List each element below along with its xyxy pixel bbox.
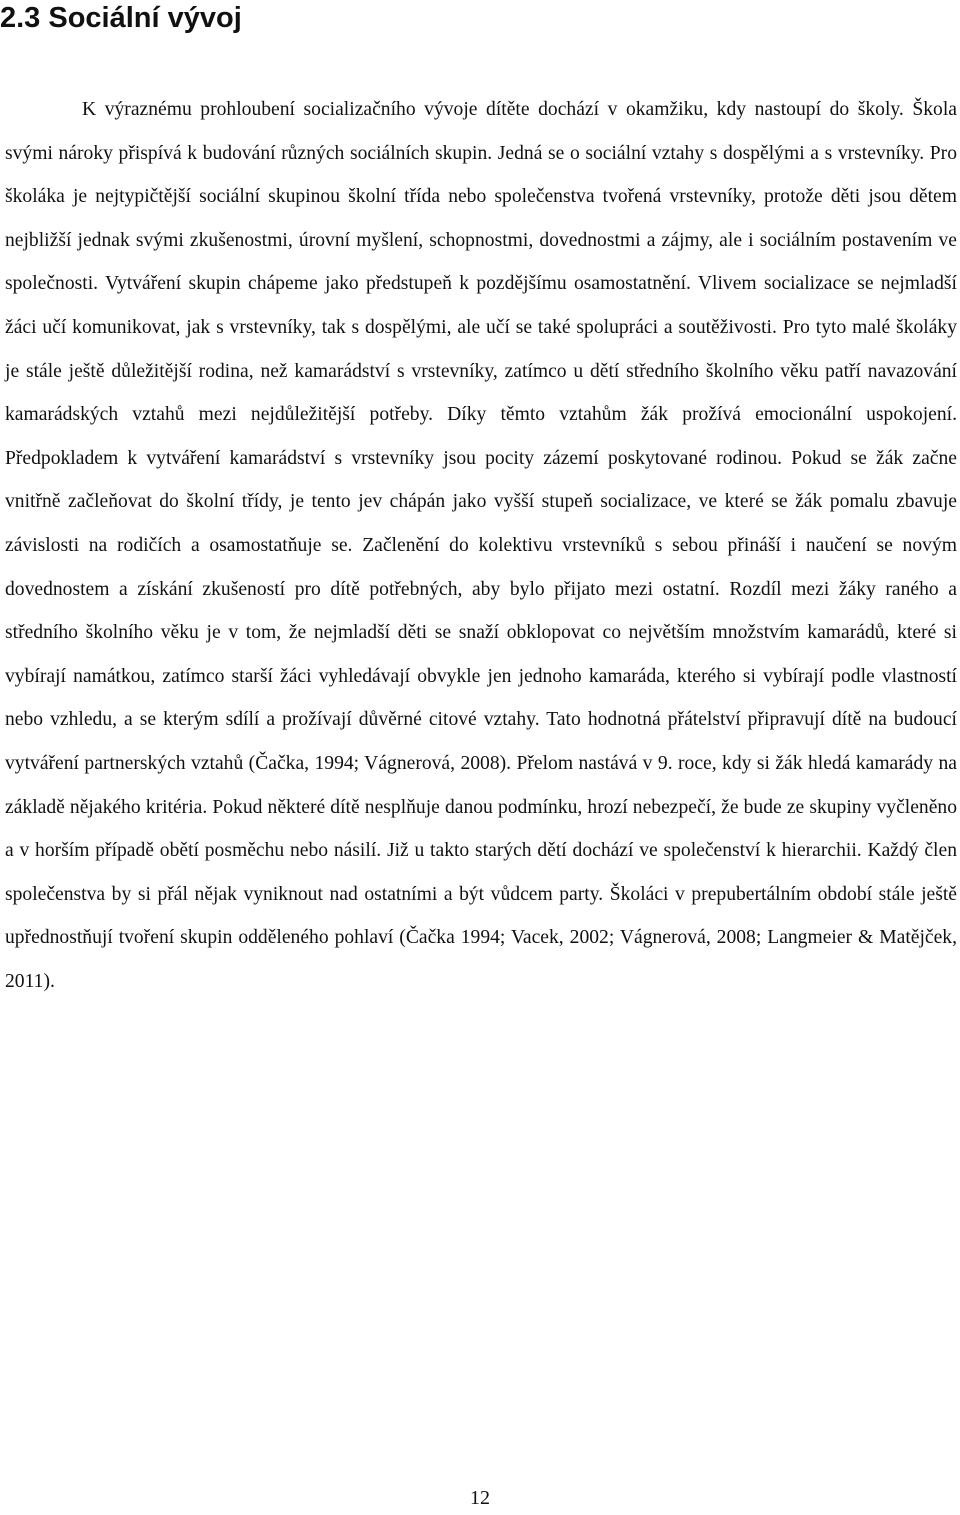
section-heading: 2.3 Sociální vývoj — [0, 2, 242, 34]
body-paragraph: K výraznému prohloubení socializačního vývoje dítěte dochází v okamžiku, kdy nastoupí do školy. Škola svými nároky přispívá k budování různých sociálních skupin. Jedná se o sociální vztahy s dospělými a s vrstevníky. Pro školáka je nejtypičtější sociální skupinou školní třída nebo společenstva tvořená vrstevníky, protože děti jsou dětem nejbližší jednak svými zkušenostmi, úrovní myšlení, schopnostmi, dovednostmi a zájmy, ale i sociálním postavením ve společnosti. Vytváření skupin chápeme jako předstupeň k pozdějšímu osamostatnění. Vlivem socializace se nejmladší žáci učí komunikovat, jak s vrstevníky, tak s dospělými, ale učí se také spolupráci a soutěživosti. Pro tyto malé školáky je stále ještě důležitější rodina, než kamarádství s vrstevníky, zatímco u dětí středního školního věku patří navazování kamarádských vztahů mezi nejdůležitější potřeby. Díky těmto vztahům žák prožívá emocionální uspokojení. Předpokladem k vytváření kamarádství s vrstevníky jsou pocity zázemí poskytované rodinou. Pokud se žák začne vnitřně začleňovat do školní třídy, je tento jev chápán jako vyšší stupeň socializace, ve které se žák pomalu zbavuje závislosti na rodičích a osamostatňuje se. Začlenění do kolektivu vrstevníků s sebou přináší i naučení se novým dovednostem a získání zkušeností pro dítě potřebných, aby bylo přijato mezi ostatní. Rozdíl mezi žáky raného a středního školního věku je v tom, že nejmladší děti se snaží obklopovat co největším množstvím kamarádů, které si vybírají namátkou, zatímco starší žáci vyhledávají obvykle jen jednoho kamaráda, kterého si vybírají podle vlastností nebo vzhledu, a se kterým sdílí a prožívají důvěrné citové vztahy. Tato hodnotná přátelství připravují dítě na budoucí vytváření partnerských vztahů (Čačka, 1994; Vágnerová, 2008). Přelom nastává v 9. roce, kdy si žák hledá kamarády na základě nějakého kritéria. Pokud některé dítě nesplňuje danou podmínku, hrozí nebezpečí, že bude ze skupiny vyčleněno a v horším případě obětí posměchu nebo násilí. Již u takto starých dětí dochází ve společenství k hierarchii. Každý člen společenstva by si přál nějak vyniknout nad ostatními a být vůdcem party. Školáci v prepubertálním období stále ještě upřednostňují tvoření skupin odděleného pohlaví (Čačka 1994; Vacek, 2002; Vágnerová, 2008; Langmeier & Matějček, 2011). — [5, 99, 957, 992]
page-number: 12 — [470, 1487, 490, 1509]
